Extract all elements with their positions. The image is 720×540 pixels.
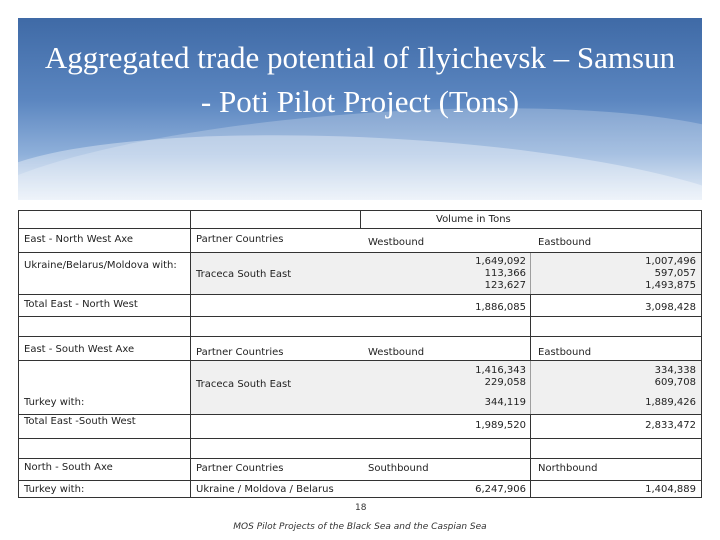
nw-origin: Ukraine/Belarus/Moldova with: (24, 260, 177, 271)
nw-partner: Traceca South East (196, 269, 292, 280)
nw-west-value: 1,649,092 (475, 256, 526, 267)
nw-total-label: Total East - North West (24, 299, 138, 310)
ns-axe-label: North - South Axe (24, 462, 113, 473)
nw-east-value: 1,493,875 (645, 280, 696, 291)
ns-south-value: 6,247,906 (475, 484, 526, 495)
slide-title: Aggregated trade potential of Ilyichevsk – Samsun - Poti Pilot Project (Tons) (44, 40, 676, 119)
sw-westbound-label: Westbound (368, 347, 425, 358)
ns-southbound-label: Southbound (368, 463, 429, 474)
nw-east-value: 597,057 (654, 268, 696, 279)
nw-total-east: 3,098,428 (645, 302, 696, 313)
ns-partner-label: Partner Countries (196, 463, 284, 474)
nw-eastbound-label: Eastbound (538, 237, 592, 248)
ns-partner: Ukraine / Moldova / Belarus (196, 484, 334, 495)
sw-partner-label: Partner Countries (196, 347, 284, 358)
sw-west-value: 1,416,343 (475, 365, 526, 376)
ns-north-value: 1,404,889 (645, 484, 696, 495)
sw-total-west: 1,989,520 (475, 420, 526, 431)
sw-axe-label: East - South West Axe (24, 344, 135, 355)
footer-caption: MOS Pilot Projects of the Black Sea and the Caspian Sea (233, 522, 487, 532)
sw-total-east: 2,833,472 (645, 420, 696, 431)
sw-total-label: Total East -South West (24, 416, 136, 427)
page-number: 18 (355, 503, 367, 513)
nw-west-value: 113,366 (484, 268, 526, 279)
nw-east-value: 1,007,496 (645, 256, 696, 267)
sw-east-value: 609,708 (654, 377, 696, 388)
sw-origin: Turkey with: (24, 397, 85, 408)
nw-axe-label: East - North West Axe (24, 234, 134, 245)
sw-row3-east: 1,889,426 (645, 397, 696, 408)
trade-table (18, 210, 702, 498)
nw-total-west: 1,886,085 (475, 302, 526, 313)
sw-eastbound-label: Eastbound (538, 347, 592, 358)
title-banner (18, 18, 702, 200)
sw-east-value: 334,338 (654, 365, 696, 376)
sw-west-value: 229,058 (484, 377, 526, 388)
sw-row3-west: 344,119 (484, 397, 526, 408)
ns-northbound-label: Northbound (538, 463, 598, 474)
sw-partner: Traceca South East (196, 379, 292, 390)
volume-header: Volume in Tons (436, 214, 511, 225)
nw-westbound-label: Westbound (368, 237, 425, 248)
nw-partner-label: Partner Countries (196, 234, 284, 245)
nw-west-value: 123,627 (484, 280, 526, 291)
ns-origin: Turkey with: (24, 484, 85, 495)
